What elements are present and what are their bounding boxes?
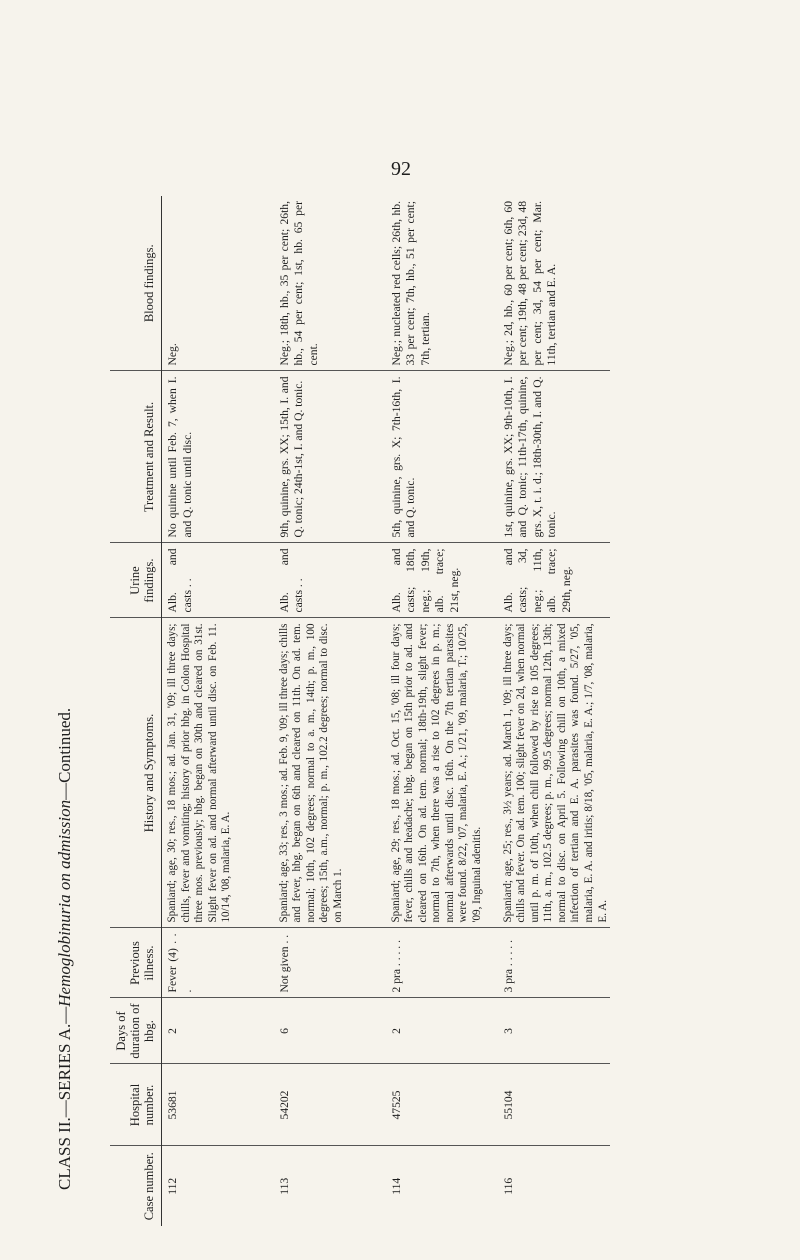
- header-hospital-number: Hospital number.: [110, 1064, 162, 1146]
- table-row: [274, 196, 386, 1226]
- previous-illness: Fever (4) . . .: [162, 928, 274, 998]
- treatment-result: 9th, quinine, grs. XX; 15th, I. and Q. tonic; 24th-1st, I. and Q. tonic.: [274, 371, 386, 543]
- blood-findings: Neg.; 2d, hb., 60 per cent; 6th, 60 per cent; 19th, 48 per cent; 23d, 48 per cent; 3d, 54 per cent; Mar. 11th, tertian and E. A.: [498, 196, 611, 371]
- running-head-series: CLASS II.—SERIES A.—: [55, 1006, 74, 1190]
- treatment-result: 5th, quinine, grs. X; 7th-16th, I. and Q. tonic.: [386, 371, 498, 543]
- header-case-number: Case number.: [110, 1146, 162, 1226]
- header-previous-illness: Previous illness.: [110, 928, 162, 998]
- header-history-symptoms: History and Symptoms.: [110, 618, 162, 928]
- previous-illness: 2 pra . . . . .: [386, 928, 498, 998]
- hospital-number: 53681: [162, 1064, 274, 1146]
- urine-findings: Alb. and casts; 18th, neg.; 19th, alb. trace; 21st, neg.: [386, 543, 498, 618]
- running-head-subject: Hemoglobinuria on admission: [55, 799, 74, 1007]
- blood-findings: Neg.: [162, 196, 274, 371]
- days-duration: 2: [162, 998, 274, 1064]
- table-row: [162, 196, 274, 1226]
- history-symptoms: Spaniard; age, 30; res., 18 mos.; ad. Jan. 31, '09; ill three days; chills, fever and vomiting; history of prior hbg. in Colon Hospital three mos. previously; hbg. began on 30th and cleared on 31st. Slight fever on ad. and normal afterward until disc. on Feb. 11. 10/14, '08, malaria, E. A.: [162, 618, 274, 928]
- table-row: [498, 196, 611, 1226]
- blood-findings: Neg.; 18th, hb., 35 per cent; 26th, hb., 54 per cent; 1st, hb. 65 per cent.: [274, 196, 386, 371]
- treatment-result: No quinine until Feb. 7, when I. and Q. tonic until disc.: [162, 371, 274, 543]
- page-number: 92: [391, 158, 411, 180]
- table-header-row: [110, 196, 162, 1226]
- case-number: 112: [166, 1177, 179, 1195]
- case-number: 113: [277, 1177, 291, 1195]
- previous-illness: Not given . .: [274, 928, 386, 998]
- blood-findings: Neg.; nucleated red cells; 26th, hb. 33 per cent; 7th, hb., 51 per cent; 7th, tertian.: [386, 196, 498, 371]
- running-head: [50, 110, 80, 1190]
- days-duration: 6: [274, 998, 386, 1064]
- urine-findings: Alb. and casts . .: [274, 543, 386, 618]
- days-duration: 3: [498, 998, 611, 1064]
- history-symptoms: Spaniard; age, 25; res., 3½ years; ad. March 1, '09; ill three days; chills and fever. On ad. tem. 100; slight fever on 2d, when normal until p. m. of 10th, when chill followed by rise to 105 degrees; 11th, a. m., 102.5 degrees; p. m., 99.5 degrees; normal 12th, 13th; normal to disc. on April 5. Following chill on 10th, a mixed infection of tertian and E. A. parasites was found. 5/27, '05, malaria, E. A. and iritis; 8/18, '05, malaria, E. A.; 1/7, '08, malaria, E. A.: [498, 618, 611, 928]
- days-duration: 2: [386, 998, 498, 1064]
- table-row: [386, 196, 498, 1226]
- case-number: 116: [501, 1177, 515, 1195]
- case-number: 114: [389, 1177, 403, 1195]
- history-symptoms: Spaniard; age, 29; res., 18 mos.; ad. Oct. 15, '08; ill four days; fever, chills and headache; hbg. began on 15th prior to ad. and cleared on 16th. On ad. tem. normal; 18th-19th, slight fever; normal to 7th, when there was a rise to 102 degrees in p. m.; normal afterwards until disc. 16th. On the 7th tertian parasites were found. 8/22, '07, malaria, E. A.; 1/21, '09, malaria, T.; 10/25, '09, Inguinal adenitis.: [386, 618, 498, 928]
- running-head-suffix: —Continued.: [55, 707, 74, 800]
- hospital-number: 54202: [274, 1064, 386, 1146]
- rotated-table-wrapper: [110, 196, 609, 1226]
- header-blood-findings: Blood findings.: [110, 196, 162, 371]
- header-urine-findings: Urine findings.: [110, 543, 162, 618]
- treatment-result: 1st, quinine, grs. XX; 9th-10th, I. and Q. tonic; 11th-17th, quinine, grs. X, t. i. d.; 18th-30th, I. and Q. tonic.: [498, 371, 611, 543]
- case-table: [110, 196, 610, 1226]
- header-days-duration: Days of duration of hbg.: [110, 998, 162, 1064]
- header-treatment-result: Treatment and Result.: [110, 371, 162, 543]
- hospital-number: 55104: [498, 1064, 611, 1146]
- hospital-number: 47525: [386, 1064, 498, 1146]
- previous-illness: 3 pra . . . . .: [498, 928, 611, 998]
- urine-findings: Alb. and casts; 3d, neg.; 11th, alb. trace; 29th, neg.: [498, 543, 611, 618]
- history-symptoms: Spaniard; age, 33; res., 3 mos.; ad. Feb. 9, '09; ill three days; chills and fever, hbg. began on 6th and cleared on 11th. On ad. tem. normal; 10th, 102 degrees; normal to a. m., 14th; p. m., 100 degrees; 15th, a.m., normal; p. m., 102.2 degrees; normal to disc. on March 1.: [274, 618, 386, 928]
- urine-findings: Alb. and casts . .: [162, 543, 274, 618]
